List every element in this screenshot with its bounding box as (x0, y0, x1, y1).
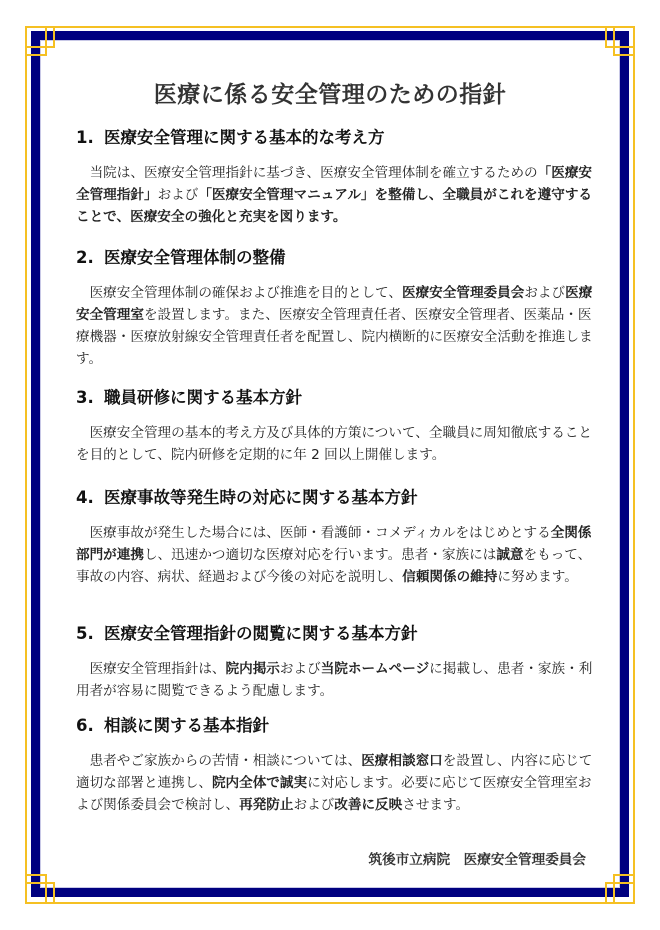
gold-border-right (633, 53, 635, 877)
body-text-bold: 全関係部門が連携 (76, 525, 592, 563)
body-text: および (524, 285, 566, 301)
section-1 (76, 124, 596, 228)
body-text: を設置します。また、医療安全管理責任者、医療安全管理者、医薬品・医療機器・医療放射線安全管理責任者を配置し、院内横断的に医療安全活動を推進します。 (76, 307, 593, 367)
body-text: 医療事故が発生した場合には、医師・看護師・コメディカルをはじめとする (76, 525, 551, 541)
body-text: および (279, 661, 321, 677)
body-text-bold: 医療相談窓口 (361, 753, 443, 769)
body-text: に掲載し、患者・家族・利用者が容易に閲覧できるよう配慮します。 (76, 661, 593, 699)
body-text: 当院は、医療安全管理指針に基づき、医療安全管理体制を確立するための (76, 165, 538, 181)
section-title: 相談に関する基本指針 (104, 716, 269, 735)
body-text-bold: 「医療安全管理マニュアル」 (198, 187, 375, 203)
body-text-bold: 信頼関係の維持 (402, 569, 498, 585)
body-text: 患者やご家族からの苦情・相談については、 (76, 753, 362, 769)
body-text: 医療安全管理体制の確保および推進を目的として、 (76, 285, 402, 301)
section-body (76, 658, 596, 702)
body-text: させます。 (402, 797, 470, 813)
body-text-bold: 改善に反映 (334, 797, 403, 813)
section-heading (76, 124, 596, 148)
section-number: 6. (76, 716, 94, 735)
body-text: 医療安全管理指針は、 (76, 661, 226, 677)
section-4 (76, 484, 596, 588)
corner-ornament-top-right-v (613, 44, 635, 56)
corner-ornament-bottom-right-v (613, 874, 635, 886)
gold-border-bottom (53, 902, 607, 904)
body-text-bold: 医療安全管理委員会 (401, 285, 525, 301)
body-text: に対応します。必要に応じて医療安全管理室および関係委員会で検討し、 (76, 775, 592, 813)
corner-ornament-bottom-left-v (25, 874, 47, 886)
section-heading (76, 384, 596, 408)
section-3 (76, 384, 596, 466)
gold-border-left (25, 53, 27, 877)
body-text: および (293, 797, 335, 813)
body-text-bold: を整備し、全職員がこれを遵守することで、医療安全の強化と充実を図ります。 (76, 187, 593, 225)
body-text: をもって、事故の内容、病状、経過および今後の対応を説明し、 (76, 547, 592, 585)
corner-ornament-top-left-v (25, 44, 47, 56)
section-title: 職員研修に関する基本方針 (104, 388, 302, 407)
section-title: 医療事故等発生時の対応に関する基本方針 (104, 488, 418, 507)
section-number: 3. (76, 388, 94, 407)
body-text-bold: 「医療安全管理指針」 (76, 165, 593, 203)
section-number: 5. (76, 624, 94, 643)
section-body (76, 162, 596, 228)
signature: 筑後市立病院 医療安全管理委員会 (368, 852, 586, 868)
body-text-bold: 再発防止 (239, 797, 294, 813)
body-text: を設置し、内容に応じて適切な部署と連携し、 (76, 753, 593, 791)
body-text: および (157, 187, 199, 203)
section-heading (76, 484, 596, 508)
section-title: 医療安全管理体制の整備 (104, 248, 286, 267)
body-text: し、迅速かつ適切な医療対応を行います。患者・家族には (143, 547, 497, 563)
section-body (76, 522, 596, 588)
body-text-bold: 院内掲示 (225, 661, 280, 677)
section-2 (76, 244, 596, 370)
section-number: 2. (76, 248, 94, 267)
document-title: 医療に係る安全管理のための指針 (153, 82, 507, 108)
section-heading (76, 620, 596, 644)
section-heading (76, 244, 596, 268)
gold-border-top (53, 26, 607, 28)
section-6 (76, 712, 596, 816)
section-heading (76, 712, 596, 736)
body-text-bold: 誠意 (496, 547, 524, 563)
section-body (76, 750, 596, 816)
section-title: 医療安全管理指針の閲覧に関する基本方針 (104, 624, 418, 643)
body-text-bold: 当院ホームページ (320, 661, 430, 677)
section-title: 医療安全管理に関する基本的な考え方 (104, 128, 385, 147)
body-text-bold: 医療安全管理室 (76, 285, 593, 323)
section-number: 1. (76, 128, 94, 147)
body-text-bold: 院内全体で誠実 (211, 775, 308, 791)
section-body (76, 282, 596, 370)
body-text: に努めます。 (497, 569, 578, 585)
section-body (76, 422, 596, 466)
section-5 (76, 620, 596, 702)
section-number: 4. (76, 488, 94, 507)
body-text: 医療安全管理の基本的考え方及び具体的方策について、全職員に周知徹底することを目的として、院内研修を定期的に年 2 回以上開催します。 (76, 425, 593, 463)
